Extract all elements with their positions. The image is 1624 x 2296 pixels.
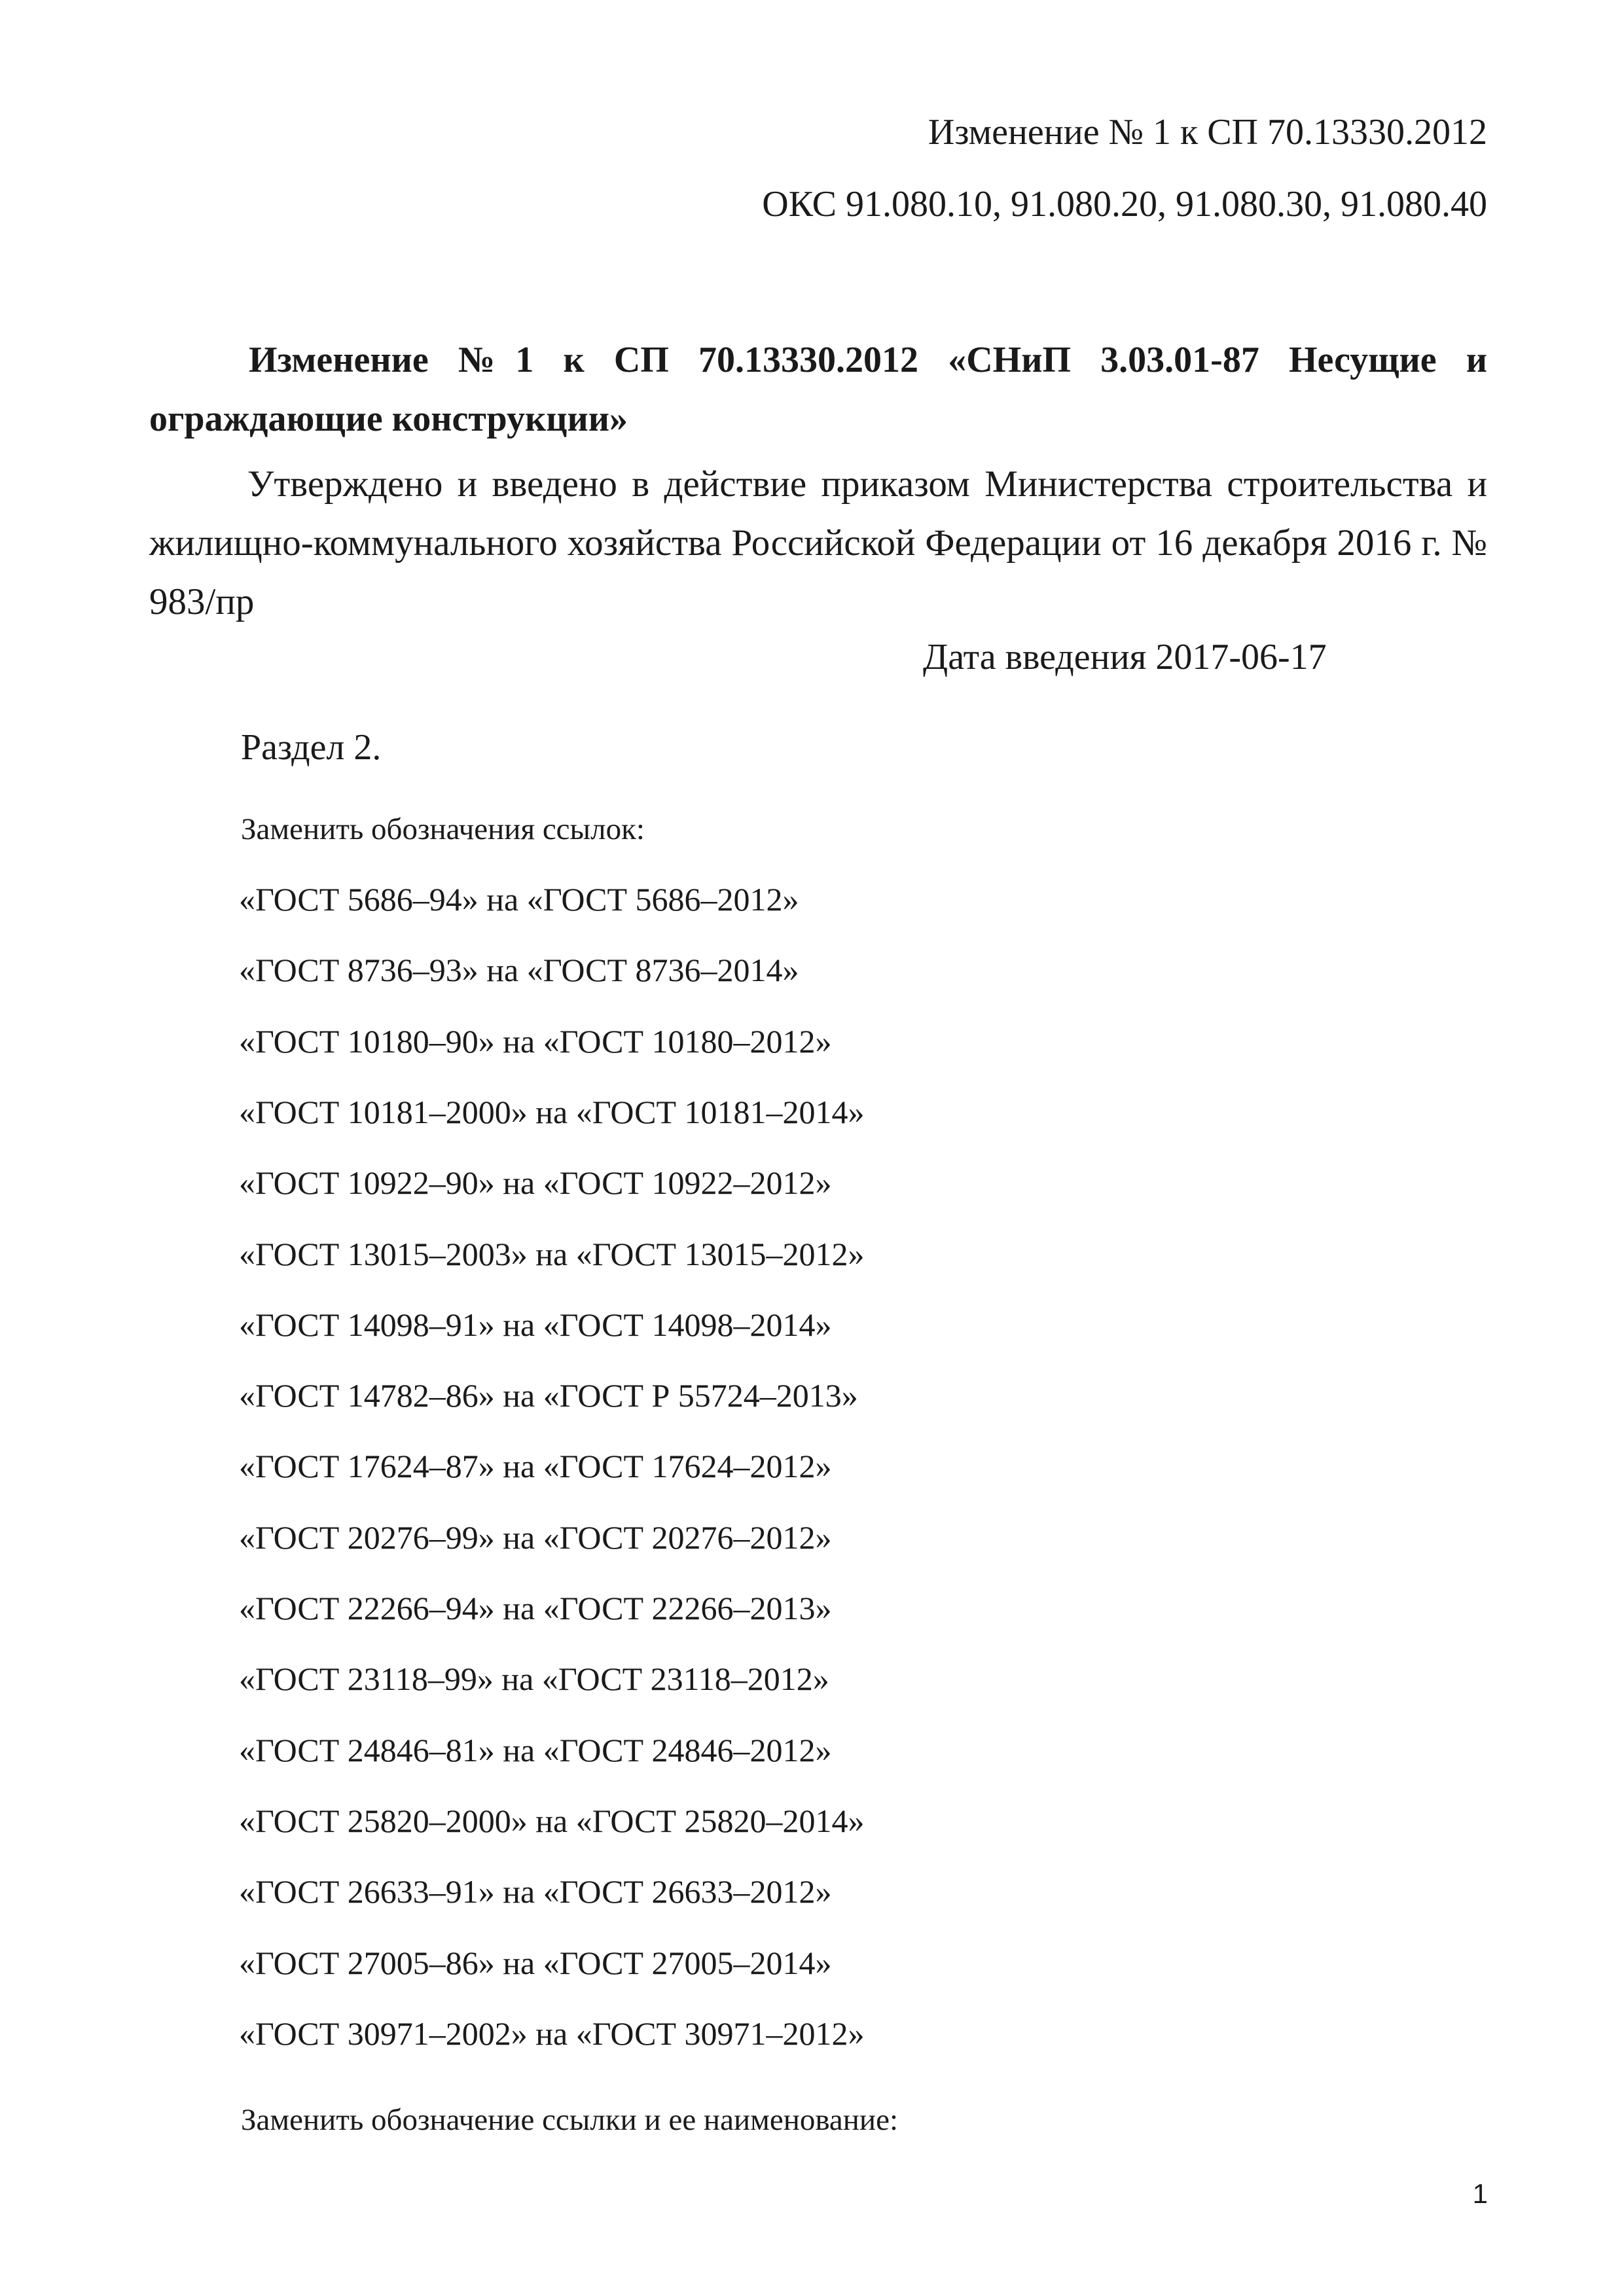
document-designation: Изменение № 1 к СП 70.13330.2012 (928, 112, 1487, 152)
reference-replacement-item: «ГОСТ 23118–99» на «ГОСТ 23118–2012» (239, 1660, 829, 1697)
reference-replacement-item: «ГОСТ 24846–81» на «ГОСТ 24846–2012» (239, 1732, 832, 1768)
section-heading: Раздел 2. (241, 727, 382, 768)
reference-replacement-item: «ГОСТ 25820–2000» на «ГОСТ 25820–2014» (239, 1803, 865, 1839)
reference-replacement-item: «ГОСТ 22266–94» на «ГОСТ 22266–2013» (239, 1590, 832, 1626)
reference-replacement-item: «ГОСТ 8736–93» на «ГОСТ 8736–2014» (239, 952, 799, 988)
reference-replacement-item: «ГОСТ 10181–2000» на «ГОСТ 10181–2014» (239, 1094, 865, 1130)
reference-replacement-item: «ГОСТ 14782–86» на «ГОСТ Р 55724–2013» (239, 1377, 858, 1414)
reference-replacement-item: «ГОСТ 17624–87» на «ГОСТ 17624–2012» (239, 1448, 832, 1484)
reference-replacement-item: «ГОСТ 10180–90» на «ГОСТ 10180–2012» (239, 1023, 832, 1060)
approval-statement: Утверждено и введено в действие приказом Министерства строительства и жилищно-коммунального хозяйства Российской Федерации от 16 декабря 2016 г. № 983/пр (149, 463, 1487, 622)
reference-replacement-item: «ГОСТ 14098–91» на «ГОСТ 14098–2014» (239, 1306, 832, 1343)
reference-replacement-item: «ГОСТ 13015–2003» на «ГОСТ 13015–2012» (239, 1236, 865, 1272)
replace-ref-name-label: Заменить обозначение ссылки и ее наименование: (241, 2103, 899, 2137)
introduction-date: Дата введения 2017-06-17 (923, 637, 1327, 677)
reference-replacement-item: «ГОСТ 10922–90» на «ГОСТ 10922–2012» (239, 1164, 832, 1201)
reference-replacement-item: «ГОСТ 20276–99» на «ГОСТ 20276–2012» (239, 1519, 832, 1556)
replace-refs-label: Заменить обозначения ссылок: (241, 812, 645, 846)
reference-replacement-item: «ГОСТ 27005–86» на «ГОСТ 27005–2014» (239, 1945, 832, 1981)
reference-replacement-item: «ГОСТ 5686–94» на «ГОСТ 5686–2012» (239, 881, 799, 918)
reference-replacement-item: «ГОСТ 30971–2002» на «ГОСТ 30971–2012» (239, 2015, 865, 2052)
document-title: Изменение №1 к СП 70.13330.2012 «СНиП 3.03.01-87 Несущие и ограждающие конструкции» (149, 340, 1487, 439)
oks-classification: ОКС 91.080.10, 91.080.20, 91.080.30, 91.080.40 (762, 184, 1487, 224)
page-number: 1 (1472, 2178, 1488, 2209)
reference-replacement-item: «ГОСТ 26633–91» на «ГОСТ 26633–2012» (239, 1873, 832, 1910)
